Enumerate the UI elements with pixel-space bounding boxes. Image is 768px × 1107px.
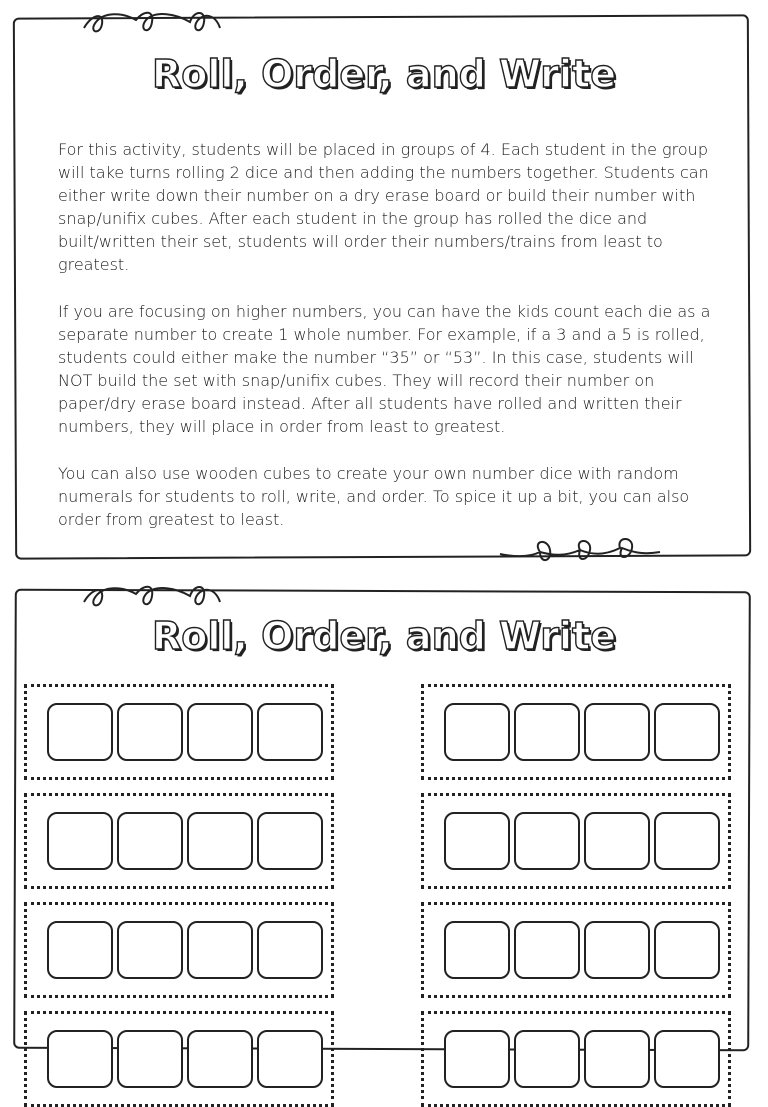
- number-box: [584, 812, 650, 870]
- number-box: [117, 921, 183, 979]
- number-card: [24, 902, 334, 998]
- number-box: [514, 703, 580, 761]
- number-card: [421, 684, 731, 780]
- number-box: [117, 812, 183, 870]
- number-box: [117, 703, 183, 761]
- number-box: [654, 703, 720, 761]
- number-box: [47, 812, 113, 870]
- top-left-curl-decoration: [82, 6, 222, 42]
- worksheet-curl-decoration: [82, 580, 222, 616]
- number-box: [47, 703, 113, 761]
- number-box: [514, 921, 580, 979]
- number-box: [47, 921, 113, 979]
- number-box: [444, 812, 510, 870]
- number-box: [444, 921, 510, 979]
- number-box: [444, 703, 510, 761]
- instructions-text: [58, 138, 718, 555]
- instructions-paragraph: If you are focusing on higher numbers, you can have the kids count each die as a separate number to create 1 whole number. For example, if a 3 and a 5 is rolled, students could either make the number “35” or “53”. In this case, students will NOT build the set with snap/unifix cubes. They will record their number on paper/dry erase board instead. After all students have rolled and written their numbers, they will place in order from least to greatest.: [58, 302, 711, 436]
- number-box: [514, 1030, 580, 1088]
- number-box: [654, 921, 720, 979]
- number-box: [584, 703, 650, 761]
- number-box: [257, 703, 323, 761]
- number-box: [444, 1030, 510, 1088]
- number-box: [117, 1030, 183, 1088]
- number-box: [187, 703, 253, 761]
- number-box: [47, 1030, 113, 1088]
- number-box: [654, 812, 720, 870]
- number-box: [187, 812, 253, 870]
- number-box: [257, 1030, 323, 1088]
- number-box: [514, 812, 580, 870]
- number-card: [24, 793, 334, 889]
- page-title: Roll, Order, and Write: [152, 52, 616, 96]
- number-card: [421, 1011, 731, 1107]
- number-card: [421, 793, 731, 889]
- number-box: [654, 1030, 720, 1088]
- number-box: [187, 1030, 253, 1088]
- number-box: [257, 812, 323, 870]
- number-card: [24, 1011, 334, 1107]
- instructions-paragraph: For this activity, students will be placed in groups of 4. Each student in the group will take turns rolling 2 dice and then adding the numbers together. Students can either write down their number on a dry erase board or build their number with snap/unifix cubes. After each student in the group has rolled the dice and built/written their set, students will order their numbers/trains from least to greatest.: [58, 140, 709, 274]
- number-card: [421, 902, 731, 998]
- number-box: [584, 1030, 650, 1088]
- number-card: [24, 684, 334, 780]
- number-box: [187, 921, 253, 979]
- number-box: [584, 921, 650, 979]
- number-box: [257, 921, 323, 979]
- worksheet-title: Roll, Order, and Write: [152, 614, 616, 658]
- instructions-paragraph: You can also use wooden cubes to create your own number dice with random numerals for students to roll, write, and order. To spice it up a bit, you can also order from greatest to least.: [58, 464, 690, 529]
